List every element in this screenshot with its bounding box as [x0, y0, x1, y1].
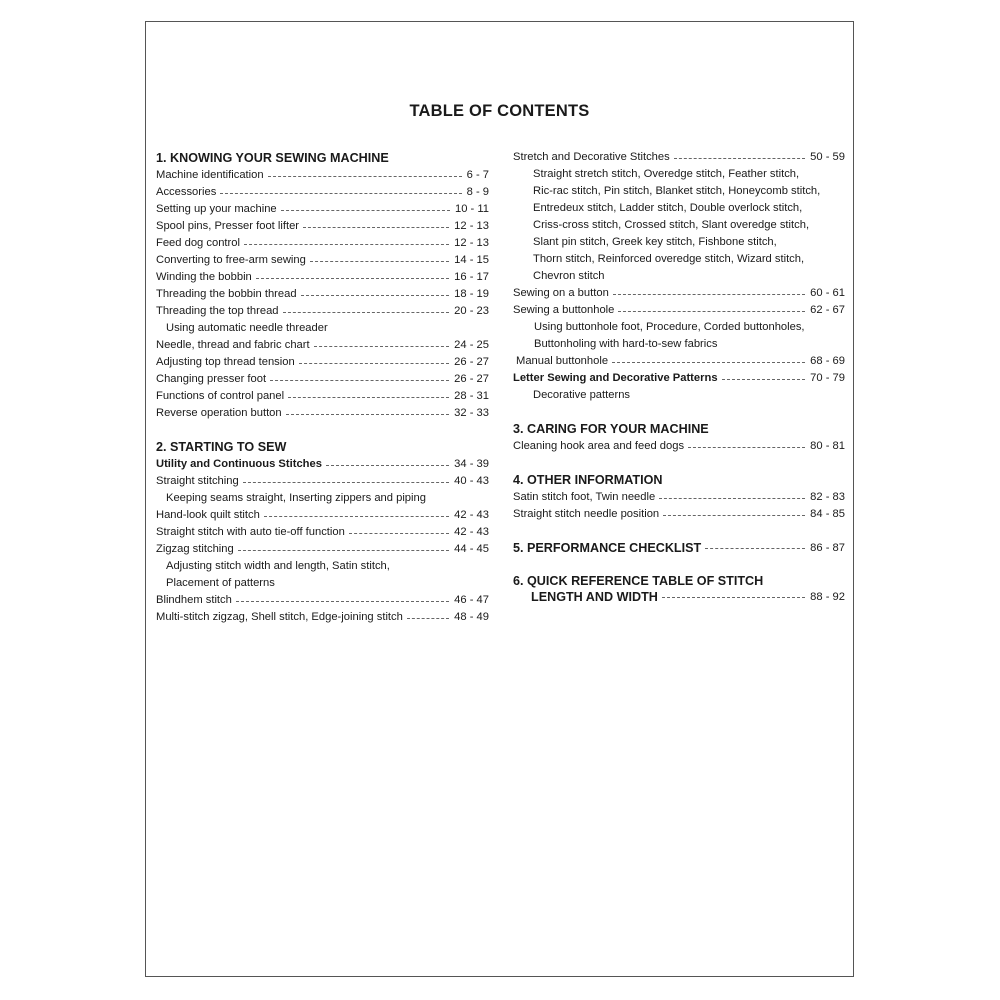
leader-line [662, 597, 805, 598]
entry-page: 84 - 85 [810, 508, 845, 520]
entry-page: 28 - 31 [454, 390, 489, 402]
toc-subentry: Straight stretch stitch, Overedge stitch, Feather stitch, [533, 168, 800, 180]
leader-line [659, 498, 805, 499]
entry-page: 24 - 25 [454, 339, 489, 351]
leader-line [236, 601, 449, 602]
entry-label: Adjusting top thread tension [156, 356, 295, 368]
toc-subentry: Using automatic needle threader [166, 322, 328, 334]
toc-subentry: Thorn stitch, Reinforced overedge stitch, Wizard stitch, [533, 253, 805, 265]
section-4-heading: 4. OTHER INFORMATION [513, 473, 663, 487]
toc-entry[interactable] [156, 252, 489, 269]
toc-subentry: Using buttonhole foot, Procedure, Corded buttonholes, [534, 321, 805, 333]
section-6-heading-line2: LENGTH AND WIDTH [531, 590, 658, 604]
entry-label: Winding the bobbin [156, 271, 252, 283]
entry-page: 70 - 79 [810, 372, 845, 384]
entry-label: Sewing a buttonhole [513, 304, 615, 316]
leader-line [612, 362, 805, 363]
entry-page: 80 - 81 [810, 440, 845, 452]
leader-line [270, 380, 449, 381]
toc-entry[interactable] [156, 473, 489, 490]
section-2-heading: 2. STARTING TO SEW [156, 440, 287, 454]
toc-entry[interactable] [156, 524, 489, 541]
toc-subentry: Slant pin stitch, Greek key stitch, Fishbone stitch, [533, 236, 777, 248]
entry-label: Sewing on a button [513, 287, 609, 299]
leader-line [220, 193, 461, 194]
entry-label: Satin stitch foot, Twin needle [513, 491, 656, 503]
right-column [513, 149, 845, 605]
entry-label: Multi-stitch zigzag, Shell stitch, Edge-joining stitch [156, 611, 403, 623]
entry-page: 12 - 13 [454, 237, 489, 249]
toc-entry[interactable] [156, 235, 489, 252]
entry-page: 6 - 7 [466, 169, 489, 181]
entry-label: Spool pins, Presser foot lifter [156, 220, 300, 232]
toc-subentry: Decorative patterns [533, 389, 631, 401]
toc-subentry: Placement of patterns [166, 577, 275, 589]
toc-entry[interactable] [156, 286, 489, 303]
leader-line [722, 379, 806, 380]
section-1-heading: 1. KNOWING YOUR SEWING MACHINE [156, 151, 389, 165]
page-title: TABLE OF CONTENTS [409, 102, 590, 120]
toc-entry[interactable] [156, 167, 489, 184]
toc-subentry: Criss-cross stitch, Crossed stitch, Slant overedge stitch, [533, 219, 810, 231]
entry-label: Straight stitch needle position [513, 508, 660, 520]
entry-page: 26 - 27 [454, 356, 489, 368]
section-5-heading: 5. PERFORMANCE CHECKLIST [513, 541, 702, 555]
toc-entry[interactable] [513, 506, 845, 523]
entry-page: 42 - 43 [454, 509, 489, 521]
entry-page: 32 - 33 [454, 407, 489, 419]
toc-entry[interactable] [156, 541, 489, 558]
toc-entry[interactable] [513, 370, 845, 387]
leader-line [407, 618, 449, 619]
toc-entry[interactable] [156, 218, 489, 235]
toc-entry[interactable] [156, 388, 489, 405]
spacer [513, 455, 845, 471]
entry-page: 42 - 43 [454, 526, 489, 538]
entry-label: Needle, thread and fabric chart [156, 339, 310, 351]
leader-line [288, 397, 449, 398]
entry-page: 40 - 43 [454, 475, 489, 487]
toc-entry[interactable] [156, 592, 489, 609]
entry-page: 60 - 61 [810, 287, 845, 299]
entry-page: 16 - 17 [454, 271, 489, 283]
toc-entry[interactable] [156, 303, 489, 320]
spacer [156, 422, 489, 438]
spacer [513, 557, 845, 573]
toc-entry[interactable] [156, 405, 489, 422]
toc-entry[interactable] [156, 269, 489, 286]
entry-label: Functions of control panel [156, 390, 285, 402]
leader-line [674, 158, 805, 159]
entry-page: 34 - 39 [454, 458, 489, 470]
leader-line [286, 414, 450, 415]
entry-page: 48 - 49 [454, 611, 489, 623]
toc-entry[interactable] [513, 302, 845, 319]
toc-subentry: Keeping seams straight, Inserting zippers and piping [166, 492, 426, 504]
leader-line [264, 516, 449, 517]
toc-entry[interactable] [513, 489, 845, 506]
entry-page: 88 - 92 [810, 591, 845, 603]
toc-entry[interactable] [156, 609, 489, 626]
leader-line [299, 363, 449, 364]
entry-label: Straight stitch with auto tie-off function [156, 526, 345, 538]
leader-line [238, 550, 449, 551]
toc-subentry: Entredeux stitch, Ladder stitch, Double overlock stitch, [533, 202, 803, 214]
leader-line [314, 346, 450, 347]
entry-label: Accessories [156, 186, 217, 198]
leader-line [705, 548, 805, 549]
entry-page: 44 - 45 [454, 543, 489, 555]
toc-entry[interactable] [513, 285, 845, 302]
spacer [513, 523, 845, 539]
section-6-entry[interactable] [513, 573, 845, 605]
toc-entry[interactable] [156, 456, 489, 473]
toc-subentry: Buttonholing with hard-to-sew fabrics [534, 338, 718, 350]
leader-line [243, 482, 449, 483]
entry-label: Converting to free-arm sewing [156, 254, 306, 266]
entry-page: 68 - 69 [810, 355, 845, 367]
toc-entry[interactable] [513, 353, 845, 370]
entry-page: 20 - 23 [454, 305, 489, 317]
leader-line [349, 533, 449, 534]
entry-label: Manual buttonhole [516, 355, 609, 367]
leader-line [281, 210, 450, 211]
entry-label: Reverse operation button [156, 407, 282, 419]
entry-page: 46 - 47 [454, 594, 489, 606]
leader-line [283, 312, 450, 313]
leader-line [688, 447, 805, 448]
leader-line [326, 465, 449, 466]
section-6-heading-line2-row [513, 589, 845, 605]
entry-page: 14 - 15 [454, 254, 489, 266]
leader-line [613, 294, 805, 295]
entry-label: Threading the bobbin thread [156, 288, 297, 300]
manual-page [145, 21, 854, 977]
entry-label: Letter Sewing and Decorative Patterns [513, 372, 718, 384]
leader-line [618, 311, 805, 312]
toc-entry[interactable] [513, 438, 845, 455]
section-3-heading: 3. CARING FOR YOUR MACHINE [513, 422, 709, 436]
section-5-entry[interactable] [513, 539, 845, 557]
entry-label: Threading the top thread [156, 305, 279, 317]
entry-label: Cleaning hook area and feed dogs [513, 440, 685, 452]
toc-subentry: Chevron stitch [533, 270, 605, 282]
toc-subentry: Ric-rac stitch, Pin stitch, Blanket stitch, Honeycomb stitch, [533, 185, 821, 197]
entry-label: Utility and Continuous Stitches [156, 458, 322, 470]
entry-page: 8 - 9 [466, 186, 489, 198]
toc-entry[interactable] [156, 337, 489, 354]
leader-line [663, 515, 805, 516]
entry-page: 50 - 59 [810, 151, 845, 163]
entry-page: 26 - 27 [454, 373, 489, 385]
toc-subentry: Adjusting stitch width and length, Satin stitch, [166, 560, 390, 572]
leader-line [303, 227, 449, 228]
leader-line [268, 176, 462, 177]
entry-label: Stretch and Decorative Stitches [513, 151, 670, 163]
toc-entry[interactable] [156, 184, 489, 201]
toc-entry[interactable] [156, 201, 489, 218]
toc-entry[interactable] [513, 149, 845, 166]
entry-label: Straight stitching [156, 475, 239, 487]
toc-entry[interactable] [156, 354, 489, 371]
spacer [513, 404, 845, 420]
entry-page: 10 - 11 [455, 203, 489, 215]
leader-line [301, 295, 450, 296]
entry-label: Changing presser foot [156, 373, 267, 385]
entry-label: Hand-look quilt stitch [156, 509, 260, 521]
section-6-heading-line1: 6. QUICK REFERENCE TABLE OF STITCH [513, 574, 764, 588]
entry-page: 62 - 67 [810, 304, 845, 316]
entry-label: Setting up your machine [156, 203, 277, 215]
entry-page: 82 - 83 [810, 491, 845, 503]
entry-page: 86 - 87 [810, 542, 845, 554]
entry-label: Machine identification [156, 169, 264, 181]
entry-page: 12 - 13 [454, 220, 489, 232]
left-column [156, 149, 489, 626]
entry-page: 18 - 19 [454, 288, 489, 300]
entry-label: Feed dog control [156, 237, 240, 249]
toc-entry[interactable] [156, 507, 489, 524]
entry-label: Blindhem stitch [156, 594, 232, 606]
entry-label: Zigzag stitching [156, 543, 234, 555]
leader-line [244, 244, 449, 245]
leader-line [256, 278, 449, 279]
leader-line [310, 261, 449, 262]
toc-entry[interactable] [156, 371, 489, 388]
